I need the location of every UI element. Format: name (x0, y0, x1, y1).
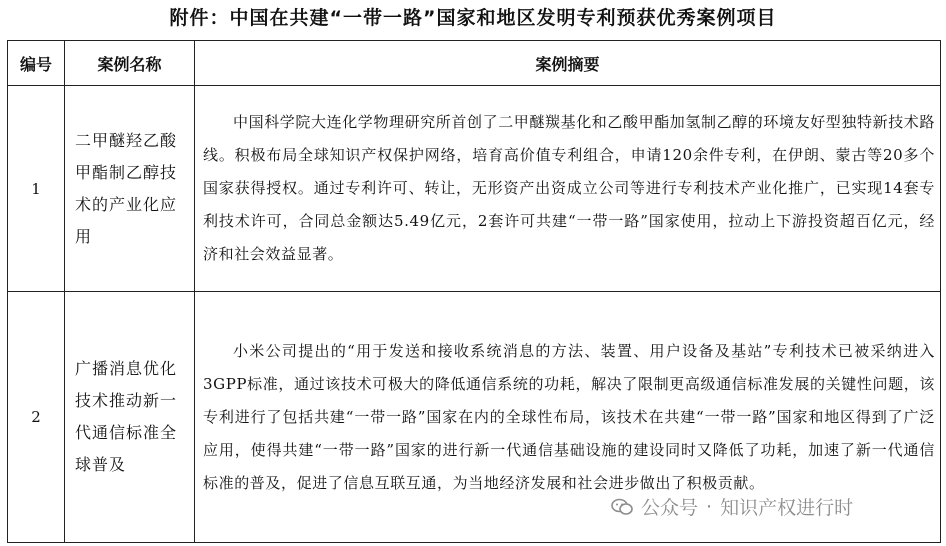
header-case-summary: 案例摘要 (195, 41, 941, 86)
case-name: 广播消息优化技术推动新一代通信标准全球普及 (65, 292, 195, 543)
watermark-separator: · (706, 495, 713, 518)
page-title: 附件：中国在共建“一带一路”国家和地区发明专利预获优秀案例项目 (169, 7, 777, 29)
table-row (8, 86, 941, 292)
header-number: 编号 (8, 41, 65, 86)
watermark-account: 知识产权进行时 (720, 497, 854, 519)
case-summary-text: 小米公司提出的“用于发送和接收系统消息的方法、装置、用户设备及基站”专利技术已被采纳进入3GPP标准，通过该技术可极大的降低通信系统的功耗，解决了限制更高级通信标准发展的关键性问题，该专利进行了包括共建“一带一路”国家在内的全球性布局，该技术在共建“一带一路”国家和地区得到了广泛应用，使得共建“一带一路”国家的进行新一代通信基础设施的建设同时又降低了功耗，加速了新一代通信标准的普及，促进了信息互联互通，为当地经济发展和社会进步做出了积极贡献。 (203, 341, 935, 492)
watermark-prefix: 公众号 (641, 497, 699, 519)
case-number: 1 (8, 86, 65, 292)
wechat-icon (611, 498, 633, 516)
case-summary (195, 86, 941, 292)
header-case-name: 案例名称 (65, 41, 195, 86)
watermark (607, 493, 857, 520)
table-header-row (8, 41, 941, 86)
case-name: 二甲醚羟乙酸甲酯制乙醇技术的产业化应用 (65, 86, 195, 292)
case-number: 2 (8, 292, 65, 543)
case-summary-text: 中国科学院大连化学物理研究所首创了二甲醚羰基化和乙酸甲酯加氢制乙醇的环境友好型独特新技术路线。积极布局全球知识产权保护网络，培育高价值专利组合，申请120余件专利，在伊朗、蒙古等20多个国家获得授权。通过专利许可、转让，无形资产出资成立公司等进行专利技术产业化推广，已实现14套专利技术许可，合同总金额达5.49亿元，2套许可共建“一带一路”国家使用，拉动上下游投资超百亿元，经济和社会效益显著。 (203, 113, 936, 263)
cases-table (7, 40, 941, 543)
